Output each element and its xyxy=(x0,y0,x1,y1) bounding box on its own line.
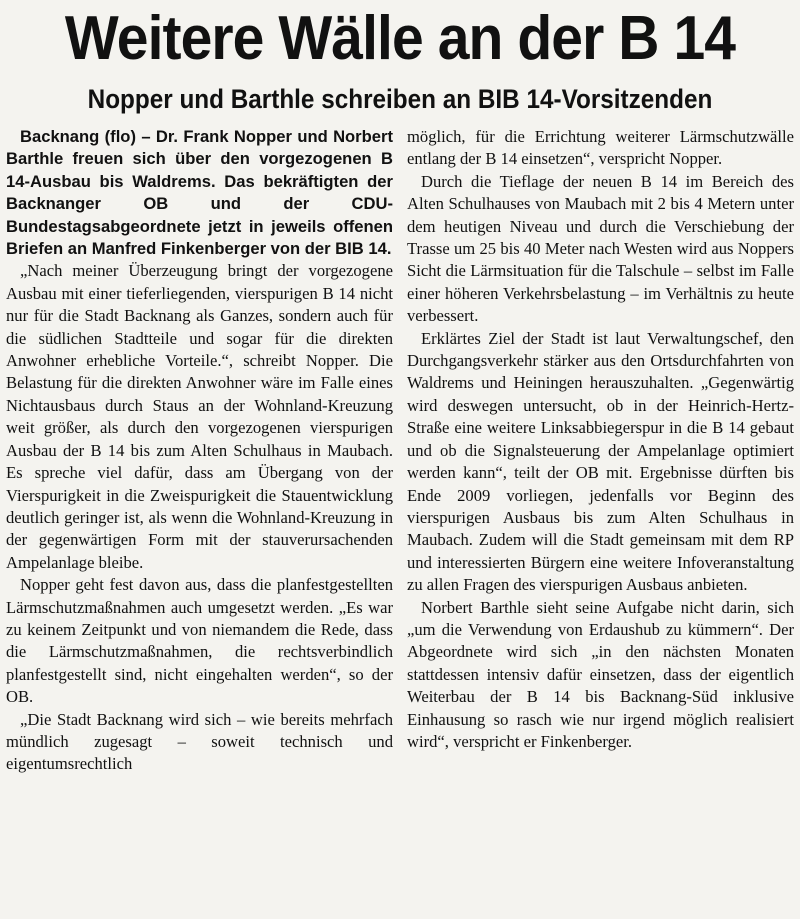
column-right xyxy=(407,126,794,776)
body-paragraph: „Nach meiner Überzeugung bringt der vorgezogene Ausbau mit einer tieferliegenden, vierspurigen B 14 nicht nur für die Stadt Backnang als Ganzes, sondern auch für die südlichen Stadtteile und sogar für die direkten Anwohner erhebliche Vorteile.“, schreibt Nopper. Die Belastung für die direkten Anwohner wäre im Falle eines Nichtausbaus durch Staus an der Wohnland-Kreuzung weit größer, als durch den vorgezogenen vierspurigen Ausbau der B 14 bis zum Alten Schulhaus in Maubach. Es spreche viel dafür, dass am Übergang von der Vierspurigkeit in die Zweispurigkeit die Stauentwicklung deutlich geringer ist, als wenn die Wohnland-Kreuzung in der gegenwärtigen Form mit der stauverursachenden Ampelanlage bleibe. xyxy=(6,261,393,572)
body-paragraph: Nopper geht fest davon aus, dass die planfestgestellten Lärmschutzmaßnahmen auch umgesetzt werden. „Es war zu keinem Zeitpunkt und von niemandem die Rede, dass die Lärmschutzmaßnahmen, die rechtsverbindlich planfestgestellt sind, nicht eingehalten werden“, so der OB. xyxy=(6,575,393,707)
lead-paragraph: Backnang (flo) – Dr. Frank Nopper und Norbert Barthle freuen sich über den vorgezogenen B 14-Ausbau bis Waldrems. Das bekräftigten der Backnanger OB und der CDU-Bundestagsabgeordnete jetzt in jeweils offenen Briefen an Manfred Finkenberger von der BIB 14. xyxy=(6,127,393,259)
headline: Weitere Wälle an der B 14 xyxy=(64,4,736,73)
article-body xyxy=(6,126,794,776)
body-paragraph: „Die Stadt Backnang wird sich – wie bereits mehrfach mündlich zugesagt – soweit technisch und eigentumsrechtlich xyxy=(6,709,393,774)
column-left xyxy=(6,126,393,776)
body-paragraph: Norbert Barthle sieht seine Aufgabe nicht darin, sich „um die Verwendung von Erdaushub zu kümmern“. Der Abgeordnete wird sich „in den nächsten Monaten stattdessen intensiv dafür einsetzen, dass der eigentlich Weiterbau der B 14 bis Backnang-Süd inklusive Einhausung so rasch wie nur irgend möglich realisiert wird“, verspricht er Finkenberger. xyxy=(407,597,794,751)
body-paragraph: möglich, für die Errichtung weiterer Lärmschutzwälle entlang der B 14 einsetzen“, verspricht Nopper. xyxy=(407,127,794,169)
body-paragraph: Durch die Tieflage der neuen B 14 im Bereich des Alten Schulhauses von Maubach mit 2 bis 4 Metern unter dem heutigen Niveau und durch die Verschiebung der Trasse um 25 bis 40 Meter nach Westen wird aus Noppers Sicht die Lärmsituation für die Talschule – selbst im Falle einer höheren Verkehrsbelastung – im Verhältnis zu heute verbessert. xyxy=(407,171,794,326)
body-paragraph: Erklärtes Ziel der Stadt ist laut Verwaltungschef, den Durchgangsverkehr stärker aus den Ortsdurchfahrten von Waldrems und Heiningen herauszuhalten. „Gegenwärtig wird deswegen untersucht, ob in der Heinrich-Hertz-Straße eine weitere Linksabbiegerspur in die B 14 gebaut und ob die Signalsteuerung der Ampelanlage optimiert werden kann“, teilt der OB mit. Ergebnisse dürften bis Ende 2009 vorliegen, jedenfalls vor Beginn des vierspurigen Ausbaus bis zum Alten Schulhaus in Maubach. Zudem will die Stadt gemeinsam mit dem RP und interessierten Bürgern eine weitere Infoveranstaltung zu allen Fragen des vierspurigen Ausbaus anbieten. xyxy=(407,328,794,595)
subheadline: Nopper und Barthle schreiben an BIB 14-Vorsitzenden xyxy=(87,84,713,114)
